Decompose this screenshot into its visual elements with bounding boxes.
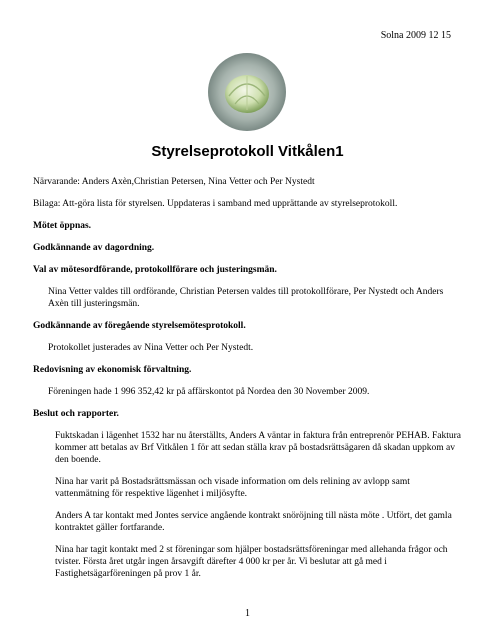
document-body <box>33 176 463 590</box>
document-date: Solna 2009 12 15 <box>380 30 451 41</box>
heading-previous-minutes: Godkännande av föregående styrelsemötesprotokoll. <box>33 321 246 331</box>
attachment-text: Bilaga: Att-göra lista för styrelsen. Uppdateras i samband med upprättande av styrelseprotokoll. <box>33 199 398 209</box>
attendees-text: Närvarande: Anders Axèn,Christian Petersen, Nina Vetter och Per Nystedt <box>33 177 315 187</box>
decision-item: Nina har tagit kontakt med 2 st föreningar som hjälper bostadsrättsföreningar med allehanda frågor och tvister. Första året utgår ingen årsavgift därefter 4 000 kr per år. Vi beslutar att gå med i Fastighetsägarföreningen på prov 1 år. <box>55 545 448 579</box>
decision-item: Anders A tar kontakt med Jontes service angående kontrakt snöröjning till nästa möte . Utfört, det gamla kontraktet gäller fortfarande. <box>55 511 452 533</box>
finance-text: Föreningen hade 1 996 352,42 kr på affärskontot på Nordea den 30 November 2009. <box>48 387 370 397</box>
heading-decisions: Beslut och rapporter. <box>33 409 119 419</box>
heading-agenda: Godkännande av dagordning. <box>33 243 155 253</box>
heading-meeting-open: Mötet öppnas. <box>33 221 92 231</box>
heading-finance: Redovisning av ekonomisk förvaltning. <box>33 365 192 375</box>
page-title: Styrelseprotokoll Vitkålen1 <box>151 143 344 160</box>
page-number: 1 <box>245 608 250 619</box>
previous-minutes-text: Protokollet justerades av Nina Vetter och Per Nystedt. <box>48 343 254 353</box>
heading-election: Val av mötesordförande, protokollförare och justeringsmän. <box>33 265 277 275</box>
election-text: Nina Vetter valdes till ordförande, Christian Petersen valdes till protokollförare, Per Nystedt och Anders Axèn till justeringsmän. <box>48 287 444 309</box>
decision-item: Nina har varit på Bostadsrättsmässan och visade information om dels relining av avlopp samt vattenmätning för respektive lägenhet i miljösyfte. <box>55 477 410 499</box>
cabbage-logo-icon <box>207 52 287 132</box>
decision-item: Fuktskadan i lägenhet 1532 har nu återställts, Anders A väntar in faktura från entreprenör PEHAB. Faktura kommer att betalas av Brf Vitkålen 1 för att sedan ställa krav på bostadsrättsägaren då skadan uppkom av den boende. <box>55 431 462 465</box>
